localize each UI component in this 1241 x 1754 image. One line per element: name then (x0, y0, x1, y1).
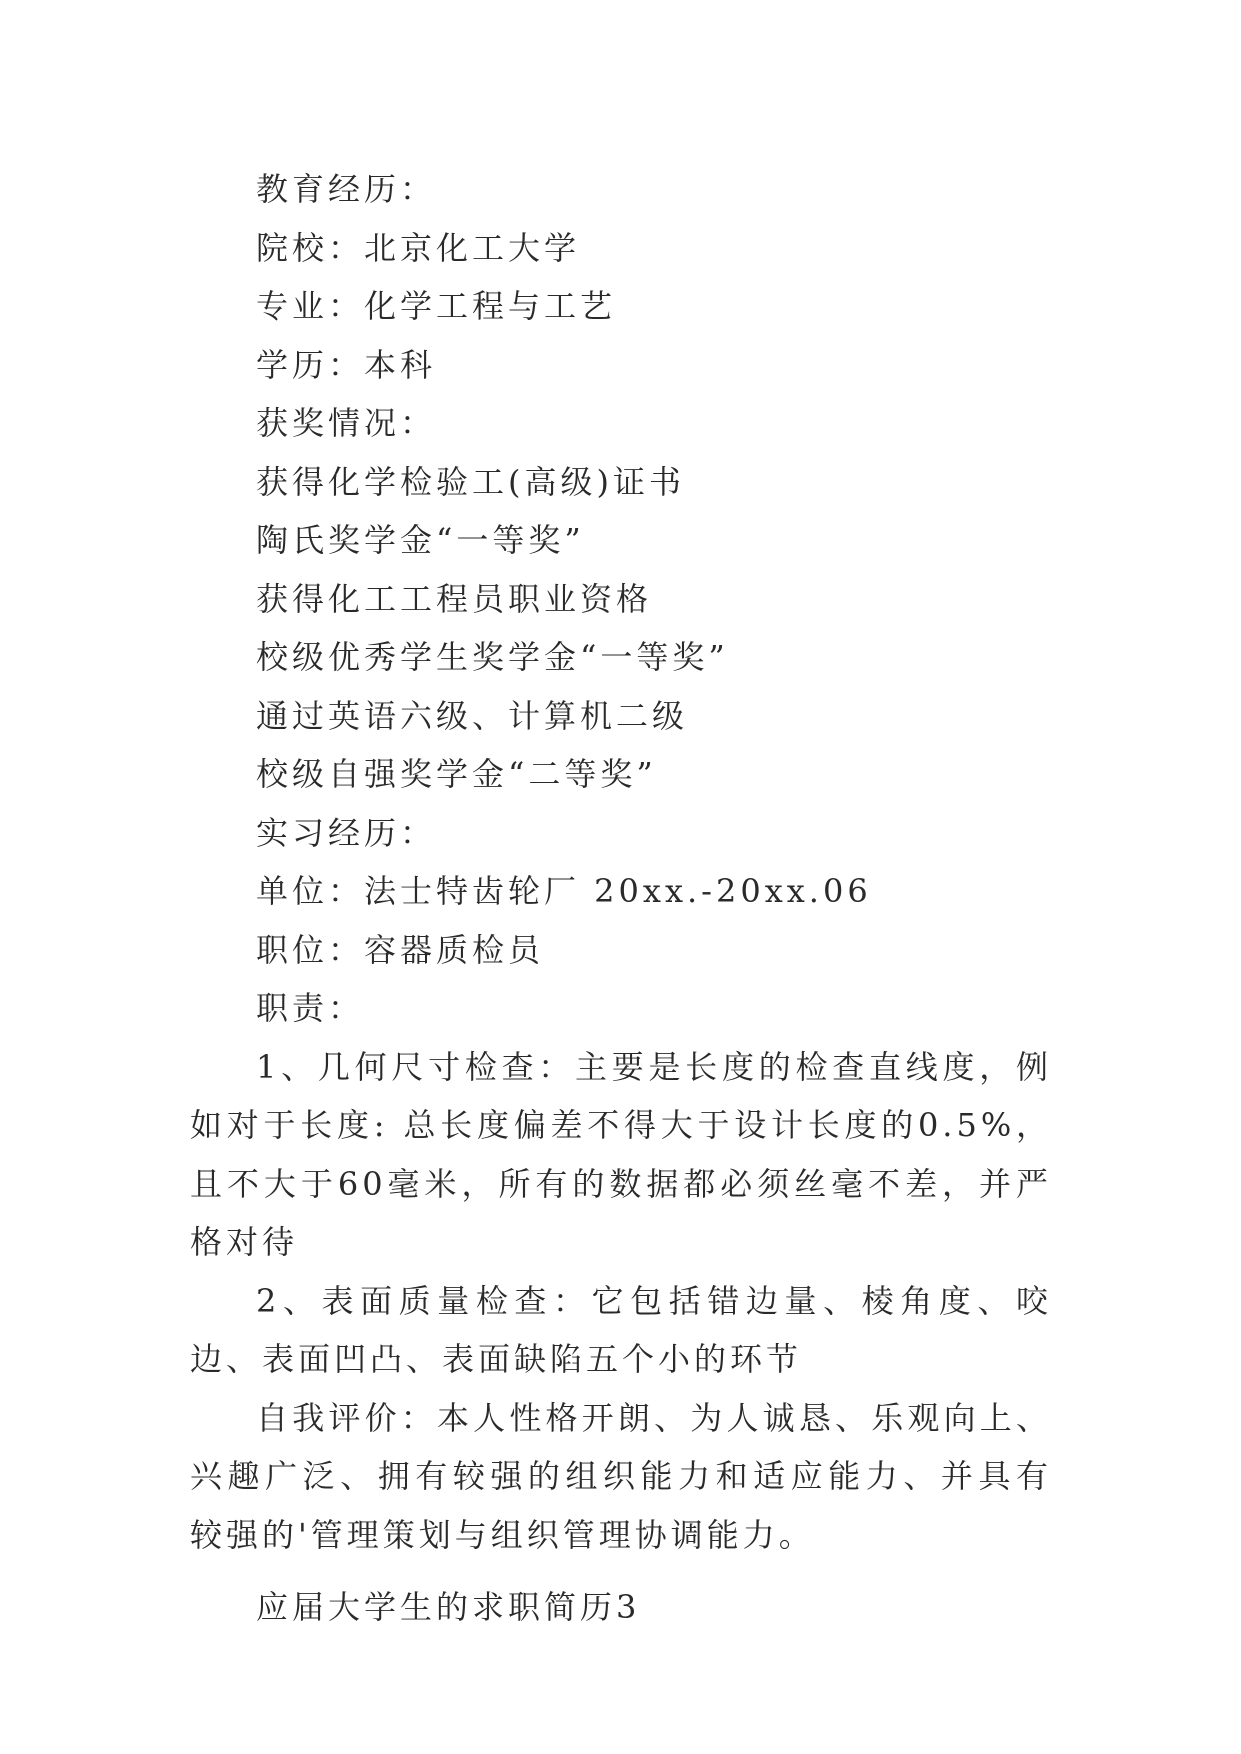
award-item: 获得化学检验工(高级)证书 (256, 462, 685, 501)
duties-heading: 职责： (256, 989, 365, 1027)
award-item: 陶氏奖学金“一等奖” (256, 521, 585, 559)
award-item: 获得化工工程员职业资格 (256, 579, 653, 618)
next-section-heading: 应届大学生的求职简历3 (256, 1588, 641, 1626)
award-item: 校级优秀学生奖学金“一等奖” (256, 638, 729, 676)
school-line: 院校：北京化工大学 (256, 228, 581, 267)
duty-paragraph-1: 1、几何尺寸检查：主要是长度的检查直线度，例如对于长度: 总长度偏差不得大于设计长度的0.5%，且不大于60毫米，所有的数据都必须丝毫不差，并严格对待 (190, 1047, 1052, 1261)
award-item: 通过英语六级、计算机二级 (256, 696, 689, 735)
major-line: 专业：化学工程与工艺 (256, 287, 617, 325)
position-line: 职位：容器质检员 (256, 930, 545, 969)
education-heading: 教育经历： (256, 170, 437, 208)
degree-line: 学历：本科 (256, 345, 437, 384)
resume-text (190, 160, 1052, 1637)
self-evaluation-paragraph: 自我评价：本人性格开朗、为人诚恳、乐观向上、兴趣广泛、拥有较强的组织能力和适应能力、并具有较强的'管理策划与组织管理协调能力。 (190, 1398, 1052, 1554)
award-item: 校级自强奖学金“二等奖” (256, 755, 657, 793)
internship-heading: 实习经历： (256, 813, 437, 852)
awards-heading: 获奖情况： (256, 404, 437, 442)
duty-paragraph-2: 2、表面质量检查：它包括错边量、棱角度、咬边、表面凹凸、表面缺陷五个小的环节 (190, 1281, 1052, 1378)
employer-line: 单位：法士特齿轮厂 20xx.-20xx.06 (256, 872, 872, 910)
